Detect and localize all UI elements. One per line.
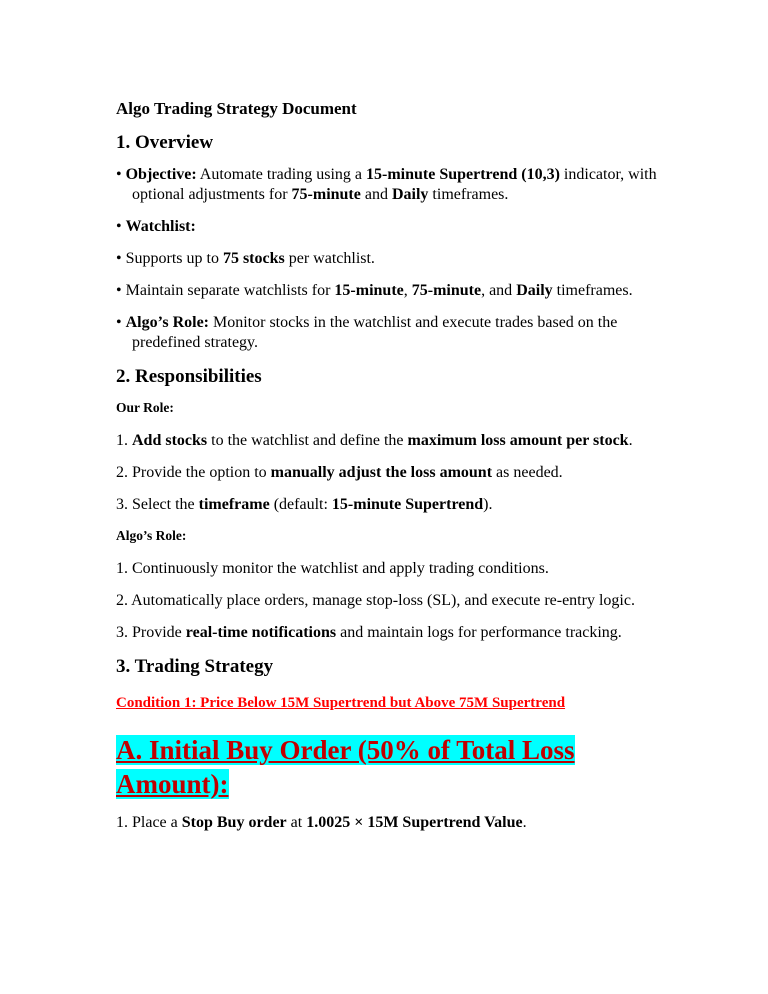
text-run: Monitor stocks in the watchlist and execute trades based on the predefined strategy. [132, 314, 618, 351]
bold-run: maximum loss amount per stock [407, 432, 629, 449]
text-run: to the watchlist and define the [207, 432, 408, 449]
algo-role-item [116, 559, 676, 579]
bold-run: real-time notifications [185, 624, 337, 641]
text-run: (default: [269, 496, 332, 513]
highlighted-text: A. Initial Buy Order (50% of Total Loss Amount): [116, 735, 575, 799]
algo-role-item [116, 591, 676, 611]
bold-run: 1.0025 × 15M Supertrend Value [306, 814, 523, 831]
bold-run: 75-minute [411, 282, 482, 299]
text-run: , [403, 282, 412, 299]
text-run: ). [483, 496, 493, 513]
algo-role-label: Algo’s Role: [125, 314, 209, 331]
algo-role-label: Algo’s Role: [116, 528, 187, 543]
bold-run: Daily [516, 282, 553, 299]
bold-run: 15-minute [334, 282, 404, 299]
text-run: and [360, 186, 392, 203]
our-role-item [116, 463, 676, 483]
text-run: , and [481, 282, 517, 299]
section-heading-trading-strategy: 3. Trading Strategy [116, 656, 274, 677]
watchlist-paragraph [116, 217, 676, 237]
bold-run: Stop Buy order [181, 814, 287, 831]
text-run: 1. [116, 432, 132, 449]
bullet: • [116, 314, 126, 331]
document-title: Algo Trading Strategy Document [116, 99, 357, 118]
text-run: • Maintain separate watchlists for [116, 282, 335, 299]
objective-label: Objective: [125, 166, 197, 183]
text-run: . [522, 814, 527, 831]
text-run: Automate trading using a [196, 166, 366, 183]
text-run: and maintain logs for performance tracking. [336, 624, 622, 641]
text-run: 3. Provide [116, 624, 186, 641]
text-run: timeframes. [552, 282, 633, 299]
text-run: indicator, with optional adjustments for [132, 166, 657, 203]
text-run: 3. Select the [116, 496, 199, 513]
bold-run: Daily [391, 186, 429, 203]
algo-role-paragraph [116, 313, 676, 353]
bold-run: 75-minute [291, 186, 361, 203]
text-run: per watchlist. [284, 250, 375, 267]
watchlist-label: Watchlist: [125, 218, 196, 235]
bold-run: Add stocks [132, 432, 208, 449]
text-run: . [628, 432, 633, 449]
objective-paragraph [116, 165, 676, 205]
bold-run: 75 stocks [222, 250, 285, 267]
bold-run: 15-minute Supertrend [331, 496, 484, 513]
text-run: 1. Continuously monitor the watchlist and apply trading conditions. [116, 560, 549, 577]
our-role-item [116, 495, 676, 515]
text-run: timeframes. [428, 186, 509, 203]
bold-run: manually adjust the loss amount [270, 464, 493, 481]
bold-run: 15-minute Supertrend (10,3) [366, 166, 560, 183]
text-run: as needed. [492, 464, 563, 481]
algo-role-item [116, 623, 676, 643]
maintain-paragraph [116, 281, 676, 301]
text-run: 1. Place a [116, 814, 182, 831]
section-heading-overview: 1. Overview [116, 132, 214, 153]
our-role-item [116, 431, 676, 451]
text-run: 2. Automatically place orders, manage stop-loss (SL), and execute re-entry logic. [116, 592, 635, 609]
our-role-label: Our Role: [116, 400, 174, 415]
supports-paragraph [116, 249, 676, 269]
section-heading-responsibilities: 2. Responsibilities [116, 366, 262, 387]
bold-run: timeframe [198, 496, 270, 513]
text-run: 2. Provide the option to [116, 464, 271, 481]
bullet: • [116, 218, 126, 235]
bullet: • [116, 166, 126, 183]
document-page [116, 98, 676, 845]
condition-heading: Condition 1: Price Below 15M Supertrend but Above 75M Supertrend [116, 695, 566, 711]
text-run: at [286, 814, 307, 831]
text-run: • Supports up to [116, 250, 223, 267]
initial-buy-order-heading [116, 733, 676, 801]
step-paragraph [116, 813, 676, 833]
